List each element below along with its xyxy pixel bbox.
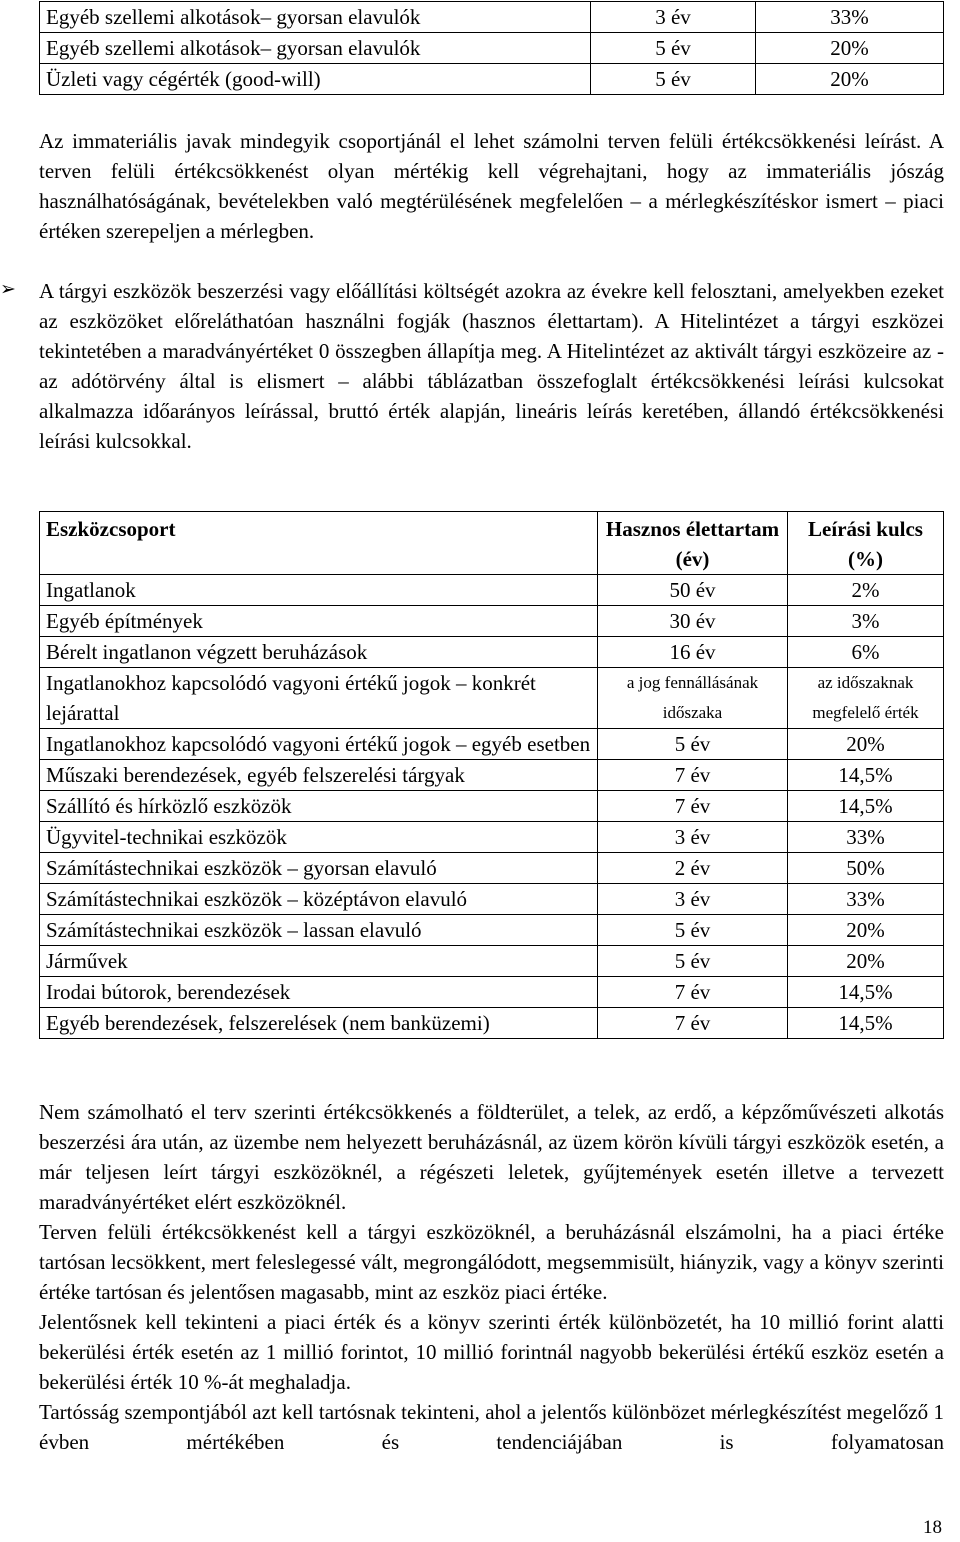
table-row: [40, 2, 944, 33]
rate-cell: 2%: [788, 575, 944, 606]
useful-life-cell: 3 év: [598, 822, 788, 853]
table-row: [40, 853, 944, 884]
asset-group-cell: Számítástechnikai eszközök – középtávon elavuló: [40, 884, 598, 915]
table-row: [40, 606, 944, 637]
useful-life-cell: 7 év: [598, 760, 788, 791]
useful-life-cell: a jog fennállásának időszaka: [598, 668, 788, 729]
rate-cell: 20%: [756, 33, 944, 64]
table-row: [40, 884, 944, 915]
asset-group-cell: Irodai bútorok, berendezések: [40, 977, 598, 1008]
arrow-bullet-icon: ➢: [0, 278, 16, 300]
table-row: [40, 946, 944, 977]
asset-group-cell: Számítástechnikai eszközök – lassan elavuló: [40, 915, 598, 946]
rate-cell: 14,5%: [788, 1008, 944, 1039]
rate-cell: 14,5%: [788, 977, 944, 1008]
paragraph-permanence: Tartósság szempontjából azt kell tartósnak tekinteni, ahol a jelentős különbözet mérlegkészítést megelőző 1 évben mértékében és tendenciájában is folyamatosan: [39, 1400, 944, 1454]
useful-life-cell: 3 év: [598, 884, 788, 915]
rate-cell: 20%: [788, 729, 944, 760]
useful-life-cell: 3 év: [591, 2, 756, 33]
paragraph-text: Az immateriális javak mindegyik csoportjánál el lehet számolni terven felüli értékcsökkenési leírást. A terven felüli értékcsökkenést olyan mértékig kell végrehajtani, hogy az immateriális jószág használhatóságának, bevételekben való megtérülésének megfelelően – a mérlegkészítéskor ismert – piaci értéken szerepeljen a mérlegben.: [39, 129, 944, 243]
rate-cell: 33%: [788, 884, 944, 915]
table-row: [40, 637, 944, 668]
asset-group-cell: Járművek: [40, 946, 598, 977]
rate-cell: 20%: [788, 946, 944, 977]
paragraph-intangible-impairment: [39, 126, 944, 246]
table-row: [40, 729, 944, 760]
useful-life-cell: 5 év: [591, 64, 756, 95]
asset-group-cell: Ingatlanokhoz kapcsolódó vagyoni értékű jogok – egyéb esetben: [40, 729, 598, 760]
rate-cell: 14,5%: [788, 791, 944, 822]
useful-life-cell: 30 év: [598, 606, 788, 637]
rate-cell: 50%: [788, 853, 944, 884]
asset-group-cell: Műszaki berendezések, egyéb felszerelési tárgyak: [40, 760, 598, 791]
asset-group-cell: Ingatlanok: [40, 575, 598, 606]
asset-group-cell: Számítástechnikai eszközök – gyorsan elavuló: [40, 853, 598, 884]
asset-name-cell: Egyéb szellemi alkotások– gyorsan elavulók: [40, 2, 591, 33]
table-row: [40, 64, 944, 95]
asset-group-cell: Szállító és hírközlő eszközök: [40, 791, 598, 822]
table-row: [40, 977, 944, 1008]
table-row: [40, 33, 944, 64]
useful-life-cell: 7 év: [598, 791, 788, 822]
useful-life-cell: 5 év: [598, 946, 788, 977]
paragraph-significance: Jelentősnek kell tekinteni a piaci érték és a könyv szerinti érték különbözetét, ha 10 millió forint alatti bekerülési érték esetén az 1 millió forintot, 10 millió forintnál nagyobb bekerülési értékű eszköz esetén a bekerülési érték 10 %-át meghaladja.: [39, 1310, 944, 1394]
asset-group-cell: Bérelt ingatlanon végzett beruházások: [40, 637, 598, 668]
table-header-row: [40, 512, 944, 575]
asset-name-cell: Egyéb szellemi alkotások– gyorsan elavulók: [40, 33, 591, 64]
useful-life-cell: 5 év: [598, 729, 788, 760]
table-row: [40, 668, 944, 729]
asset-group-cell: Ingatlanokhoz kapcsolódó vagyoni értékű jogok – konkrét lejárattal: [40, 668, 598, 729]
paragraph-no-depreciation: Nem számolható el terv szerinti értékcsökkenés a földterület, a telek, az erdő, a képzőművészeti alkotás beszerzési ára után, az üzembe nem helyezett beruházásnál, az üzem körön kívüli tárgyi eszközök esetén, a már teljesen leírt tárgyi eszközöknél, a régészeti leletek, gyűjtemények esetén illetve a tervezett maradványértéket elért eszközöknél.: [39, 1100, 944, 1214]
useful-life-cell: 2 év: [598, 853, 788, 884]
useful-life-cell: 7 év: [598, 977, 788, 1008]
depreciation-rates-table: [39, 511, 944, 1039]
body-text-block: [39, 1097, 944, 1457]
paragraph-text: A tárgyi eszközök beszerzési vagy előállítási költségét azokra az évekre kell felosztani, amelyekben ezeket az eszközöket előreláthatóan használni fogják (hasznos élettartam). A Hitelintézet a tárgyi eszközei tekintetében a maradványértéket 0 összegben állapítja meg. A Hitelintézet az aktivált tárgyi eszközeire az - az adótörvény által is elismert – alábbi táblázatban összefoglalt értékcsökkenési leírási kulcsokat alkalmazza időarányos leírással, bruttó érték alapján, lineáris leírás keretében, állandó értékcsökkenési leírási kulcsokkal.: [39, 279, 944, 453]
useful-life-cell: 50 év: [598, 575, 788, 606]
header-asset-group: Eszközcsoport: [40, 512, 598, 575]
asset-group-cell: Ügyvitel-technikai eszközök: [40, 822, 598, 853]
rate-cell: 6%: [788, 637, 944, 668]
table-row: [40, 791, 944, 822]
page-number: 18: [923, 1517, 942, 1538]
table-row: [40, 822, 944, 853]
rate-cell: 3%: [788, 606, 944, 637]
rate-cell: 20%: [756, 64, 944, 95]
table-row: [40, 915, 944, 946]
useful-life-cell: 16 év: [598, 637, 788, 668]
rate-cell: 14,5%: [788, 760, 944, 791]
rate-cell: 33%: [788, 822, 944, 853]
asset-group-cell: Egyéb építmények: [40, 606, 598, 637]
intangible-assets-table: [39, 1, 944, 95]
header-useful-life: Hasznos élettartam (év): [598, 512, 788, 575]
table-row: [40, 760, 944, 791]
rate-cell: 33%: [756, 2, 944, 33]
useful-life-cell: 5 év: [591, 33, 756, 64]
table-row: [40, 1008, 944, 1039]
useful-life-cell: 5 év: [598, 915, 788, 946]
table-row: [40, 575, 944, 606]
header-rate: Leírási kulcs (%): [788, 512, 944, 575]
rate-cell: az időszaknak megfelelő érték: [788, 668, 944, 729]
rate-cell: 20%: [788, 915, 944, 946]
useful-life-cell: 7 év: [598, 1008, 788, 1039]
asset-name-cell: Üzleti vagy cégérték (good-will): [40, 64, 591, 95]
bullet-paragraph-tangible-assets: [39, 276, 944, 456]
asset-group-cell: Egyéb berendezések, felszerelések (nem banküzemi): [40, 1008, 598, 1039]
paragraph-extraordinary-depreciation: Terven felüli értékcsökkenést kell a tárgyi eszközöknél, a beruházásnál elszámolni, ha a piaci értéke tartósan lecsökkent, mert feleslegessé vált, megrongálódott, megsemmisült, hiányzik, vagy a könyv szerinti értéke tartósan és jelentősen magasabb, mint az eszköz piaci értéke.: [39, 1220, 944, 1304]
